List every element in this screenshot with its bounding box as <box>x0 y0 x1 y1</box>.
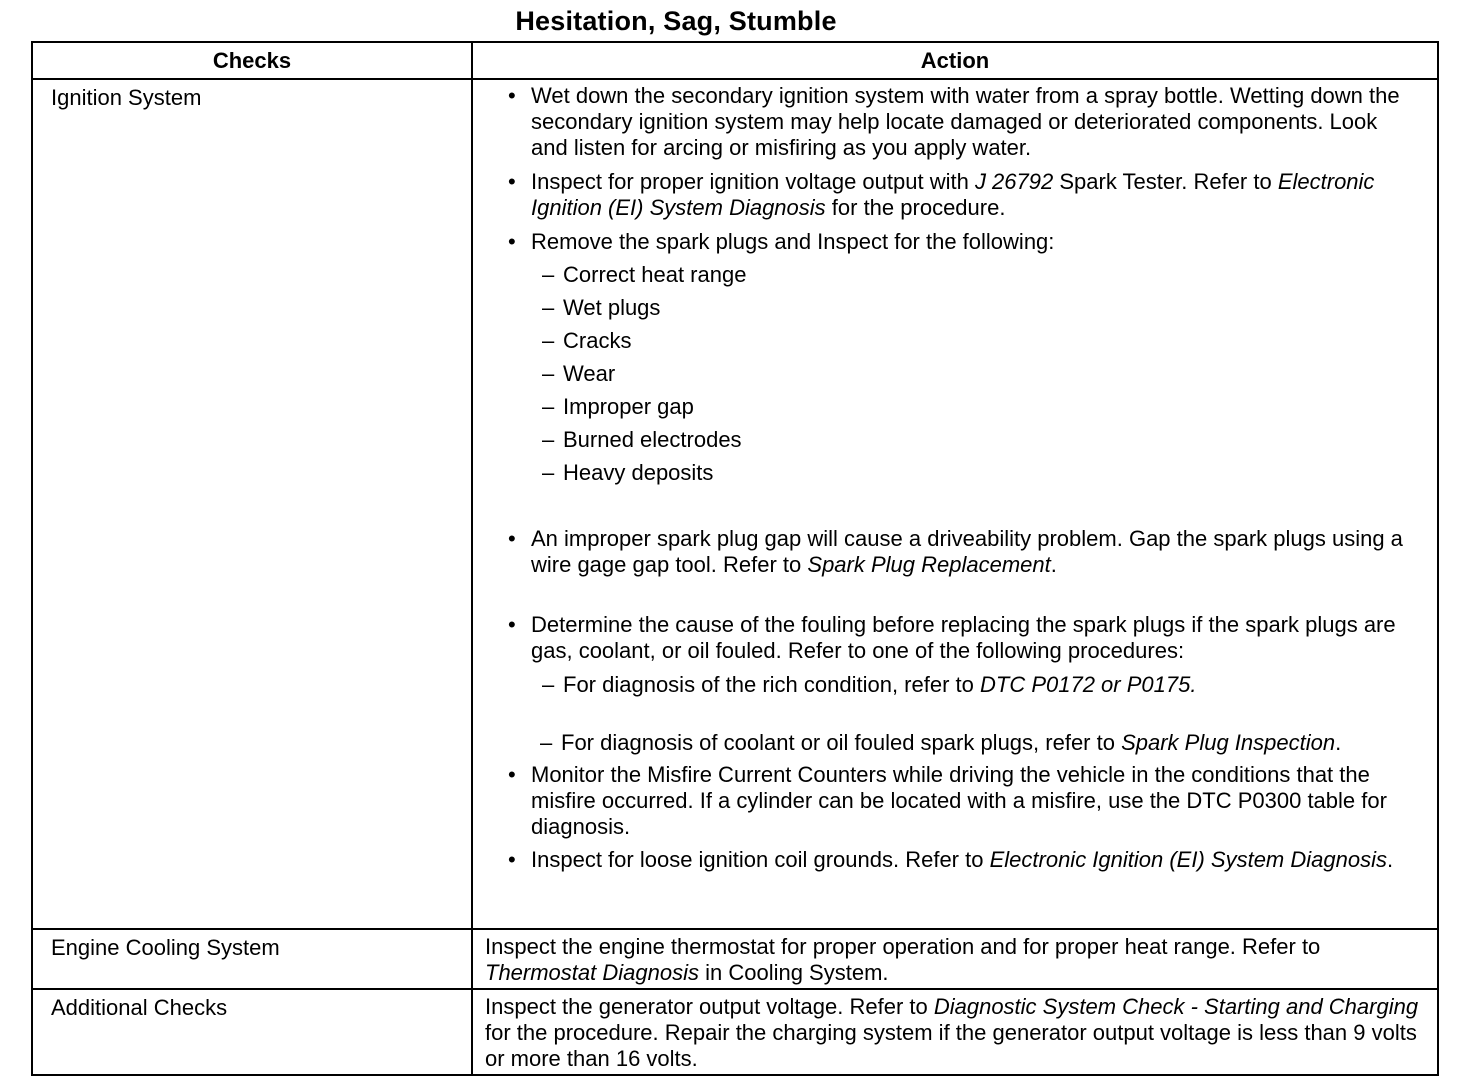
sub-item: – Wear <box>473 361 1437 387</box>
list-item: • Wet down the secondary ignition system with water from a spray bottle. Wetting down the secondary ignition system may help locate damaged or deteriorated components. Look and listen for arcing or misfiring as you apply water. <box>473 83 1437 161</box>
sub-item: – Heavy deposits <box>473 460 1437 486</box>
table-row <box>32 929 1438 989</box>
sub-item: – For diagnosis of coolant or oil fouled spark plugs, refer to Spark Plug Inspection. <box>473 730 1437 756</box>
page-title: Hesitation, Sag, Stumble <box>515 6 837 36</box>
action-additional: Inspect the generator output voltage. Refer to Diagnostic System Check - Starting and Charging for the procedure. Repair the charging system if the generator output voltage is less than 9 volts or more than 16 volts. <box>472 989 1438 1075</box>
diagnosis-table <box>31 41 1439 1076</box>
check-ignition: Ignition System <box>32 79 472 929</box>
list-item: • Monitor the Misfire Current Counters while driving the vehicle in the conditions that the misfire occurred. If a cylinder can be located with a misfire, use the DTC P0300 table for diagnosis. <box>473 762 1437 840</box>
sub-item: – Burned electrodes <box>473 427 1437 453</box>
sub-item: – Wet plugs <box>473 295 1437 321</box>
check-cooling: Engine Cooling System <box>32 929 472 989</box>
action-ignition <box>472 79 1438 929</box>
table-row <box>32 989 1438 1075</box>
table-row <box>32 79 1438 929</box>
sub-item: – Correct heat range <box>473 262 1437 288</box>
list-item: • An improper spark plug gap will cause a driveability problem. Gap the spark plugs using a wire gage gap tool. Refer to Spark Plug Replacement. <box>473 526 1437 578</box>
list-item: • Inspect for proper ignition voltage output with J 26792 Spark Tester. Refer to Electronic Ignition (EI) System Diagnosis for the procedure. <box>473 169 1437 221</box>
list-item: • Remove the spark plugs and Inspect for the following: <box>473 229 1437 255</box>
checks-header: Checks <box>32 42 472 79</box>
header-row <box>32 42 1438 79</box>
action-cooling: Inspect the engine thermostat for proper operation and for proper heat range. Refer to Thermostat Diagnosis in Cooling System. <box>472 929 1438 989</box>
list-item: • Inspect for loose ignition coil grounds. Refer to Electronic Ignition (EI) System Diagnosis. <box>473 847 1437 873</box>
sub-item: – For diagnosis of the rich condition, refer to DTC P0172 or P0175. <box>473 672 1437 698</box>
check-additional: Additional Checks <box>32 989 472 1075</box>
sub-item: – Improper gap <box>473 394 1437 420</box>
sub-item: – Cracks <box>473 328 1437 354</box>
action-header: Action <box>472 42 1438 79</box>
list-item: • Determine the cause of the fouling before replacing the spark plugs if the spark plugs are gas, coolant, or oil fouled. Refer to one of the following procedures: <box>473 612 1437 664</box>
